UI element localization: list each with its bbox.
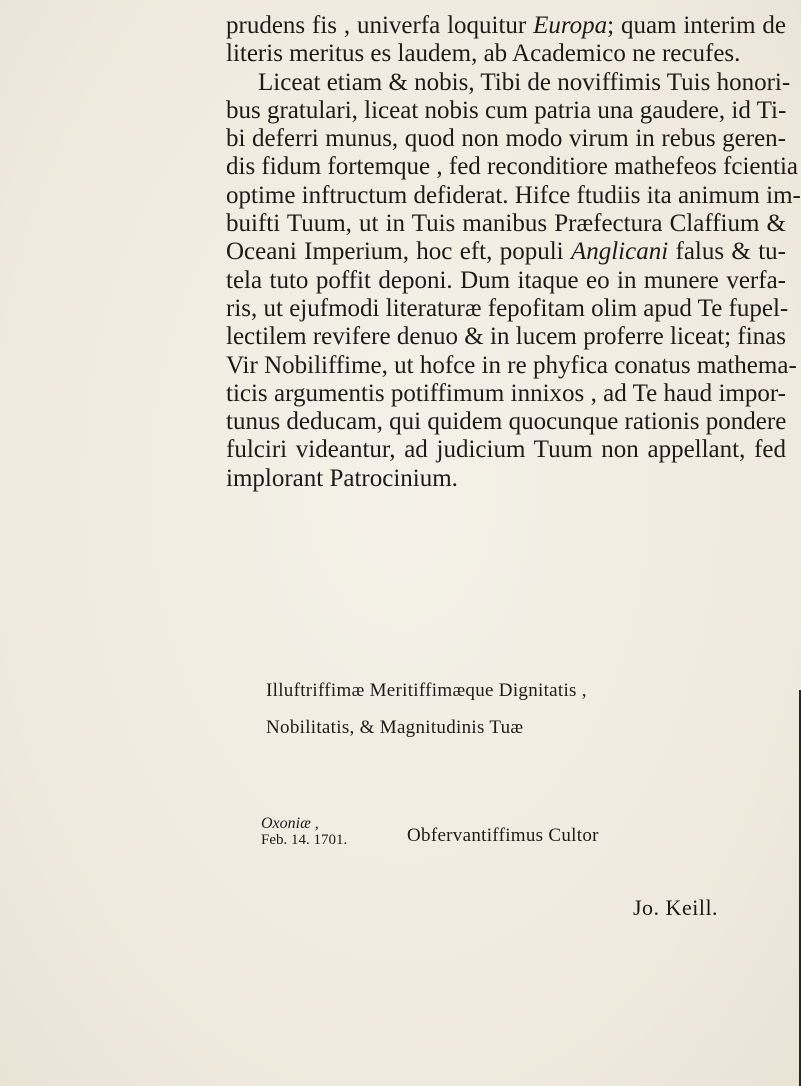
- text-line: [226, 267, 786, 295]
- text-segment: ticis argumentis potiffimum innixos , ad Te haud impor-: [226, 379, 786, 407]
- place-date: Feb. 14. 1701.: [261, 832, 348, 848]
- text-segment: lectilem revifere denuo & in lucem proferre liceat; finas: [226, 323, 786, 351]
- text-line: [226, 68, 791, 97]
- italic-phrase: Europa: [533, 12, 608, 39]
- text-line: [226, 181, 801, 210]
- text-segment: fulciri videantur, ad judicium Tuum non appellant, fed: [226, 436, 786, 464]
- subscription: Obfervantiffimus Cultor: [407, 825, 599, 846]
- text-line: [226, 351, 797, 380]
- text-line: [226, 436, 786, 464]
- text-line: [226, 323, 786, 351]
- text-line: [226, 238, 786, 266]
- text-segment: prudens fis , univerfa loquitur: [226, 12, 534, 39]
- text-segment: tunus deducam, qui quidem quocunque rationis pondere: [226, 408, 787, 436]
- text-segment: ris, ut ejufmodi literaturæ fepofitam olim apud Te fupel-: [226, 294, 789, 322]
- text-segment: Vir Nobiliffime, ut hofce in re phyfica conatus mathema-: [226, 351, 797, 379]
- place-city: Oxoniæ ,: [261, 815, 319, 832]
- text-line: [226, 380, 786, 408]
- text-segment: tela tuto poffit deponi. Dum itaque eo in munere verfa-: [226, 266, 786, 294]
- text-line: [226, 210, 786, 238]
- text-segment: implorant Patrocinium.: [226, 464, 458, 492]
- text-line: [226, 465, 786, 493]
- text-segment: literis meritus es laudem, ab Academico ne recufes.: [226, 40, 741, 68]
- italic-phrase: Anglicani: [570, 238, 669, 266]
- text-line: [226, 12, 786, 40]
- text-line: [226, 97, 786, 125]
- closing-line-2: Nobilitatis, & Magnitudinis Tuæ: [266, 717, 524, 738]
- text-segment: dis fidum fortemque , fed reconditiore mathefeos fcientia: [226, 153, 799, 181]
- place-and-date: [261, 815, 347, 849]
- text-line: [226, 294, 789, 323]
- text-segment: Liceat etiam & nobis, Tibi de noviffimis Tuis honori-: [258, 68, 791, 96]
- text-line: [226, 153, 799, 181]
- signature: Jo. Keill.: [633, 895, 719, 920]
- text-line: [226, 40, 786, 68]
- closing-line-1: Illuftriffimæ Meritiffimæque Dignitatis ,: [266, 680, 587, 701]
- text-segment: ; quam interim de: [607, 12, 786, 39]
- text-line: [226, 125, 786, 153]
- text-segment: buifti Tuum, ut in Tuis manibus Præfectura Claffium &: [226, 210, 786, 238]
- dedication-body: [226, 12, 801, 493]
- text-segment: Oceani Imperium, hoc eft, populi: [226, 238, 571, 266]
- text-line: [226, 408, 786, 436]
- text-segment: bi deferri munus, quod non modo virum in rebus geren-: [226, 125, 786, 153]
- text-segment: optime inftructum defiderat. Hifce ftudiis ita animum im-: [226, 181, 801, 209]
- text-segment: falus & tu-: [668, 238, 786, 266]
- text-segment: bus gratulari, liceat nobis cum patria una gaudere, id Ti-: [226, 96, 787, 124]
